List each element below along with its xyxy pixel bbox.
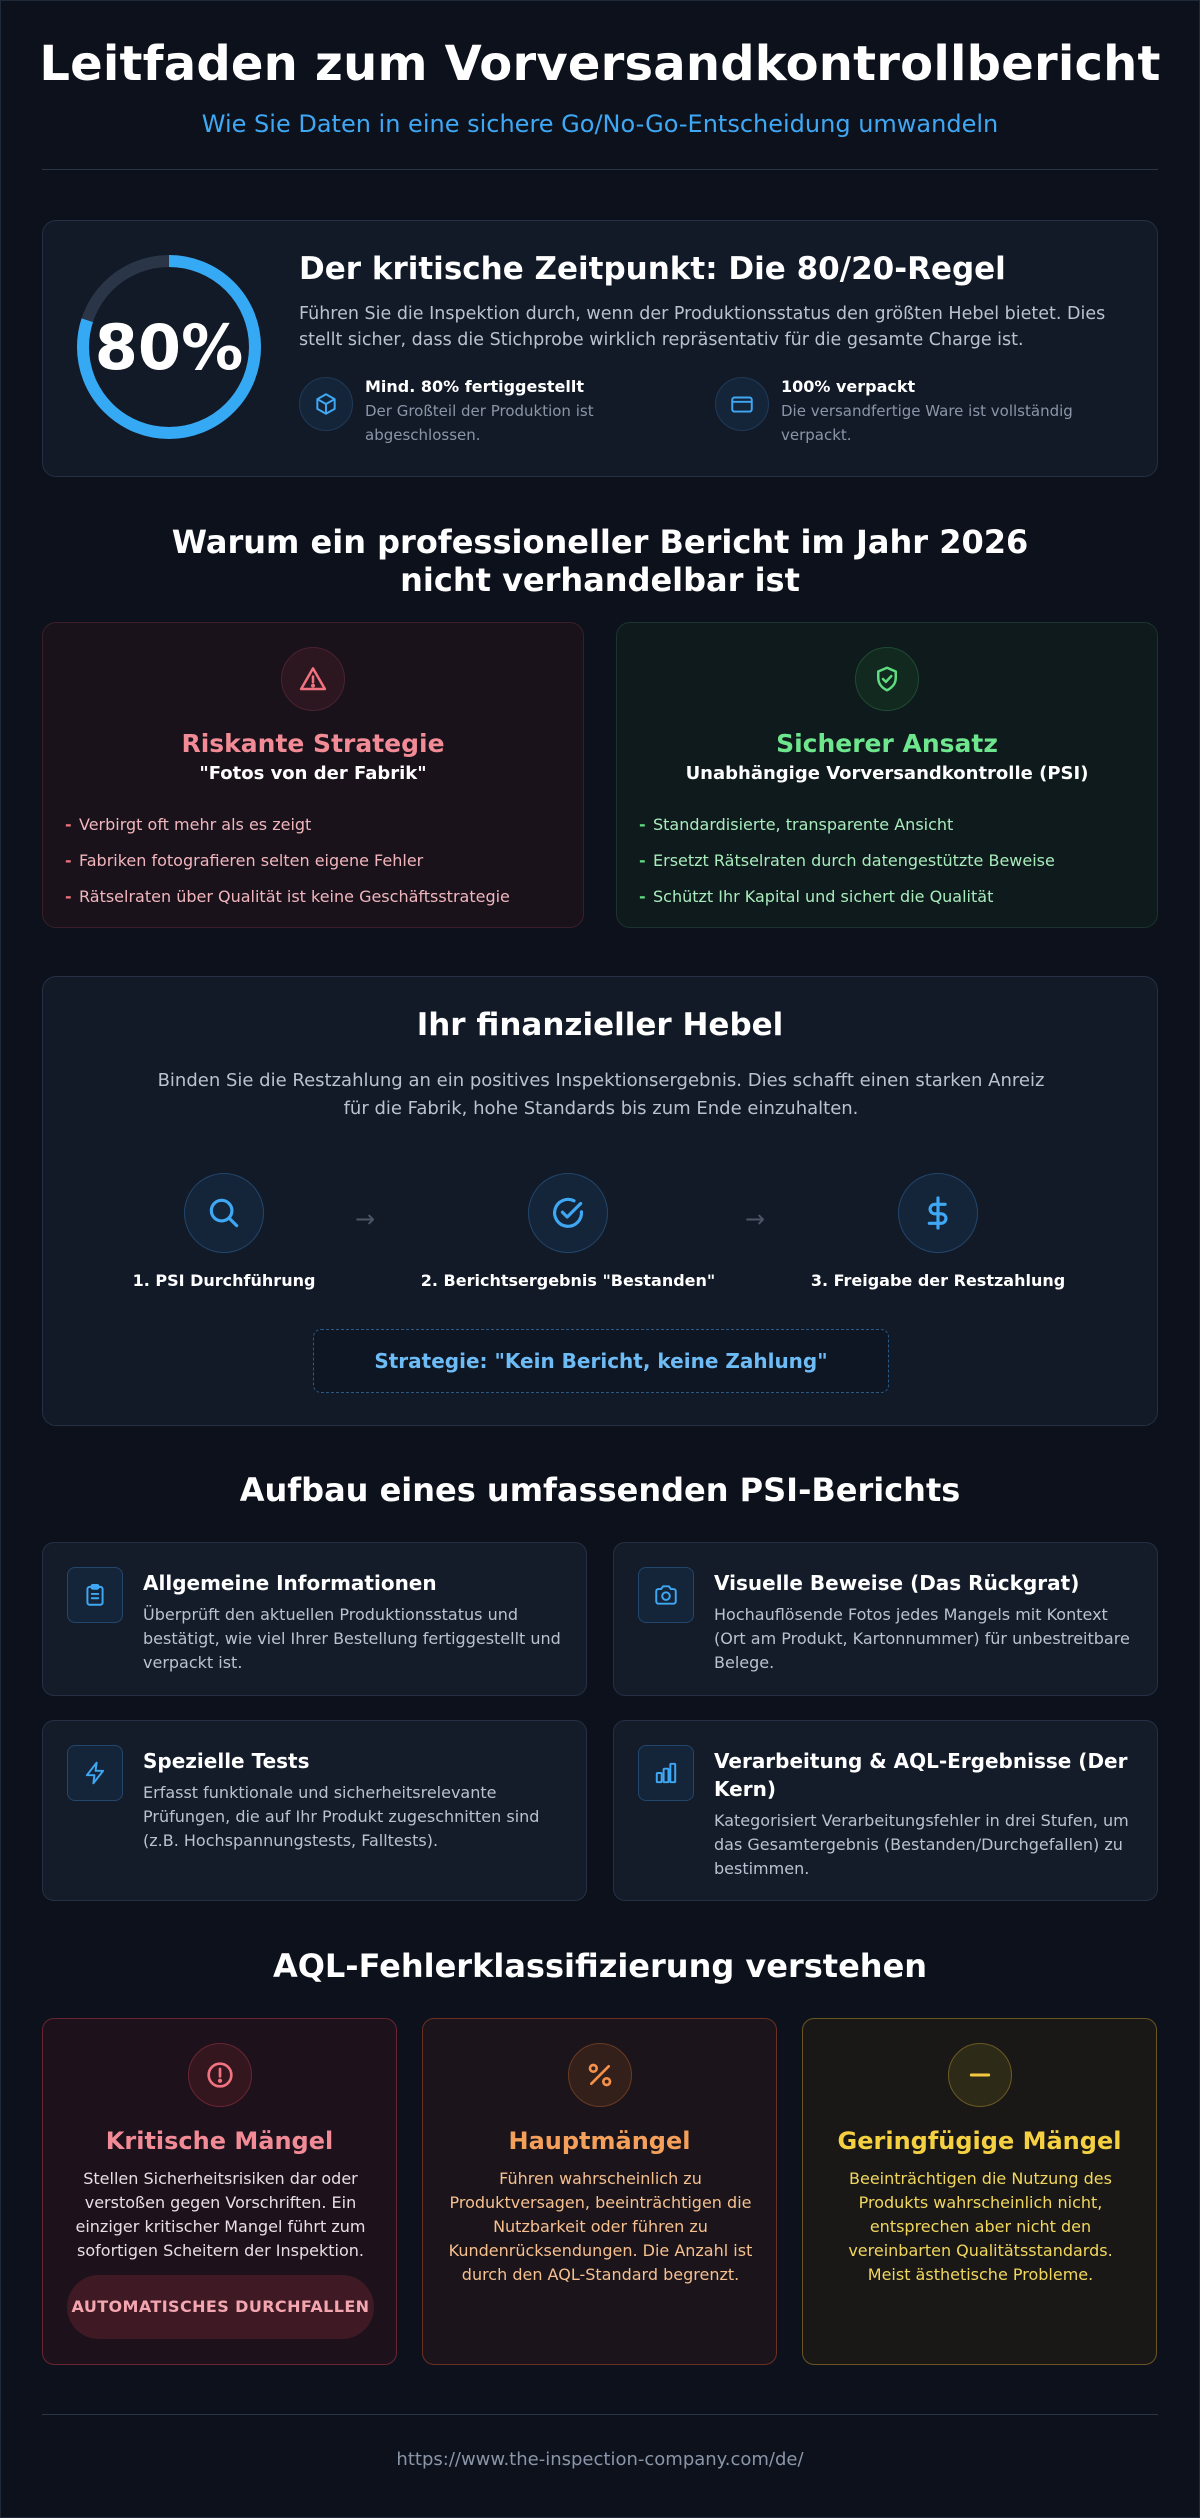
warning-icon (281, 647, 345, 711)
aql-title: AQL-Fehlerklassifizierung verstehen (272, 1947, 928, 1985)
aql-card-major (422, 2018, 777, 2365)
list-item: - Ersetzt Rätselraten durch datengestützte Beweise (639, 851, 1055, 870)
aql-card-title: Geringfügige Mängel (837, 2127, 1122, 2155)
divider (42, 169, 1158, 170)
progress-ring (75, 253, 263, 441)
psi-card-description: Kategorisiert Verarbeitungsfehler in drei Stufen, um das Gesamtergebnis (Bestanden/Durchgefallen) zu bestimmen. (714, 1811, 1129, 1878)
arrow-right-icon: → (355, 1205, 376, 1233)
step-label: 2. Berichtsergebnis "Bestanden" (420, 1271, 716, 1290)
list-item: - Standardisierte, transparente Ansicht (639, 815, 954, 834)
arrow-right-icon: → (745, 1205, 766, 1233)
feature-description: Der Großteil der Produktion ist abgeschlossen. (365, 402, 594, 444)
list-item: - Schützt Ihr Kapital und sichert die Qualität (639, 887, 994, 906)
why-title: Warum ein professioneller Bericht im Jahr 2026 nicht verhandelbar ist (171, 523, 1029, 599)
timing-card (42, 220, 1158, 477)
psi-card-general (42, 1542, 587, 1696)
package-icon (715, 377, 769, 431)
psi-card-visual (613, 1542, 1158, 1696)
step-payment (793, 1173, 1083, 1290)
step-label: 1. PSI Durchführung (132, 1271, 316, 1290)
finance-description: Binden Sie die Restzahlung an ein positives Inspektionsergebnis. Dies schafft einen starken Anreiz für die Fabrik, hohe Standards bis zum Ende einzuhalten. (157, 1070, 1045, 1119)
psi-card-description: Erfasst funktionale und sicherheitsrelevante Prüfungen, die auf Ihr Produkt zugeschnitten sind (z.B. Hochspannungstests, Falltests). (143, 1783, 540, 1850)
risky-title: Riskante Strategie (181, 729, 445, 758)
psi-card-description: Hochauflösende Fotos jedes Mangels mit Kontext (Ort am Produkt, Kartonnummer) für unbestreitbare Belege. (714, 1605, 1130, 1672)
feature-title: 100% verpackt (781, 377, 916, 396)
aql-card-title: Hauptmängel (508, 2127, 691, 2155)
divider (42, 2414, 1158, 2415)
page-title: Leitfaden zum Vorversandkontrollbericht (39, 36, 1161, 92)
psi-card-description: Überprüft den aktuellen Produktionsstatus und bestätigt, wie viel Ihrer Bestellung fertiggestellt und verpackt ist. (143, 1605, 561, 1672)
list-item: - Rätselraten über Qualität ist keine Geschäftsstrategie (65, 887, 510, 906)
psi-title: Aufbau eines umfassenden PSI-Berichts (239, 1471, 961, 1509)
strategy-callout: Strategie: "Kein Bericht, keine Zahlung" (313, 1329, 889, 1393)
percent-icon (568, 2043, 632, 2107)
psi-card-title: Verarbeitung & AQL-Ergebnisse (Der Kern) (714, 1749, 1128, 1801)
aql-card-description: Führen wahrscheinlich zu Produktversagen, beeinträchtigen die Nutzbarkeit oder führen zu Kundenrücksendungen. Die Anzahl ist durch den AQL-Standard begrenzt. (448, 2169, 753, 2284)
safe-subtitle: Unabhängige Vorversandkontrolle (PSI) (685, 763, 1089, 784)
page-header (0, 36, 1200, 138)
psi-card-title: Visuelle Beweise (Das Rückgrat) (714, 1571, 1080, 1595)
footer-url: https://www.the-inspection-company.com/de/ (396, 2449, 804, 2470)
list-item: - Verbirgt oft mehr als es zeigt (65, 815, 312, 834)
step-psi (109, 1173, 339, 1290)
check-circle-icon (528, 1173, 608, 1253)
safe-title: Sicherer Ansatz (776, 729, 998, 758)
aql-card-title: Kritische Mängel (105, 2127, 334, 2155)
aql-card-critical (42, 2018, 397, 2365)
risky-subtitle: "Fotos von der Fabrik" (199, 763, 427, 784)
financial-lever-card (42, 976, 1158, 1426)
psi-card-aql (613, 1720, 1158, 1901)
risky-list (65, 807, 510, 915)
aql-card-description: Beeinträchtigen die Nutzung des Produkts wahrscheinlich nicht, entsprechen aber nicht den vereinbarten Qualitätsstandards. Meist ästhetische Probleme. (848, 2169, 1113, 2284)
box-icon (299, 377, 353, 431)
feature-description: Die versandfertige Ware ist vollständig verpackt. (781, 402, 1073, 444)
safe-approach-card (616, 622, 1158, 928)
minus-icon (948, 2043, 1012, 2107)
step-label: 3. Freigabe der Restzahlung (810, 1271, 1066, 1290)
automatic-fail-badge: AUTOMATISCHES DURCHFALLEN (67, 2275, 374, 2339)
safe-list (639, 807, 1055, 915)
lightning-icon (67, 1745, 123, 1801)
search-icon (184, 1173, 264, 1253)
shield-check-icon (855, 647, 919, 711)
camera-icon (638, 1567, 694, 1623)
dollar-icon (898, 1173, 978, 1253)
psi-card-title: Allgemeine Informationen (143, 1571, 437, 1595)
psi-card-tests (42, 1720, 587, 1901)
finance-title: Ihr finanzieller Hebel (416, 1007, 784, 1043)
aql-card-minor (802, 2018, 1157, 2365)
bar-chart-icon (638, 1745, 694, 1801)
timing-description: Führen Sie die Inspektion durch, wenn der Produktionsstatus den größten Hebel bietet. Dies stellt sicher, dass die Stichprobe wirklich repräsentativ für die gesamte Charge ist. (299, 304, 1106, 350)
feature-title: Mind. 80% fertiggestellt (365, 377, 584, 396)
alert-circle-icon (188, 2043, 252, 2107)
step-result (413, 1173, 723, 1290)
risky-strategy-card (42, 622, 584, 928)
psi-card-title: Spezielle Tests (143, 1749, 310, 1773)
list-item: - Fabriken fotografieren selten eigene Fehler (65, 851, 424, 870)
clipboard-icon (67, 1567, 123, 1623)
aql-card-description: Stellen Sicherheitsrisiken dar oder verstoßen gegen Vorschriften. Ein einziger kritischer Mangel führt zum sofortigen Scheitern der Inspektion. (75, 2169, 366, 2260)
ring-percent-label: 80% (94, 310, 244, 384)
page-subtitle: Wie Sie Daten in eine sichere Go/No-Go-Entscheidung umwandeln (201, 110, 999, 138)
timing-title: Der kritische Zeitpunkt: Die 80/20-Regel (299, 251, 1006, 287)
